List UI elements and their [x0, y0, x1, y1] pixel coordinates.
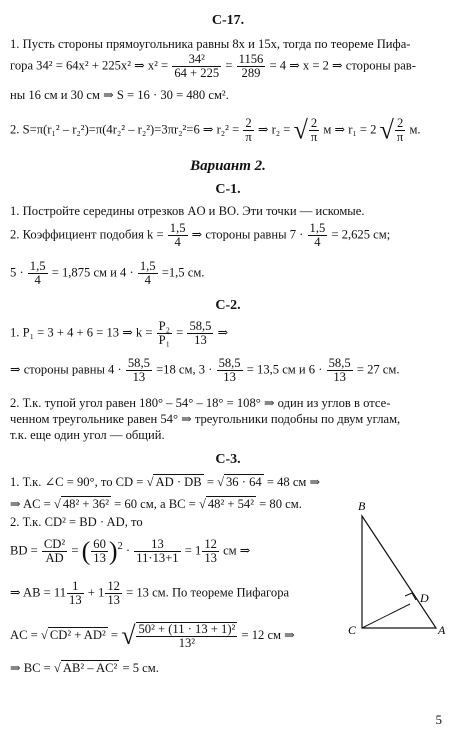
- c2-p2: ⇒ стороны равны 4 · $\frac{58,5}{13}$ =18 см, 3 · $\frac{58,5}{13}$ = 13,5 см и 6 · $\frac{58,5}{13}$ = 27 см.: [10, 356, 400, 384]
- vertex-b-label: B: [358, 499, 366, 513]
- triangle-abc: [362, 516, 436, 628]
- vertex-c-label: C: [348, 623, 357, 637]
- c3-line3: 2. Т.к. CD² = BD · AD, то: [10, 515, 143, 529]
- c2-p3-line1: 2. Т.к. тупой угол равен 180° – 54° – 18° = 108° ⇒ один из углов в отсе-: [10, 396, 391, 410]
- variant-heading: Вариант 2.: [190, 158, 266, 174]
- c17-p1-line2: гора 34² = 64x² + 225x² ⇒ x² = $\frac{\text{34²}}{64 + 225}$ = $\frac{1156}{289}$ = 4 ⇒ x = 2 ⇒ стороны рав-: [10, 52, 416, 80]
- section-title-c17: С-17.: [211, 13, 245, 28]
- vertex-a-label: A: [438, 623, 446, 637]
- c17-p1-line1: 1. Пусть стороны прямоугольника равны 8x и 15x, тогда по теореме Пифа-: [10, 37, 411, 51]
- c2-p3-line2: ченном треугольнике равен 54° ⇒ треугольники подобны по двум углам,: [10, 412, 401, 426]
- section-title-c2: С-2.: [215, 298, 241, 313]
- point-d-label: D: [420, 591, 429, 605]
- c3-line6: AC = √ CD² + AD² = √ $\frac{\text{50² + (11 · 13 + 1)²}}{\text{13²}}$ = 12 см ⇒: [10, 621, 295, 650]
- c1-p3: 5 · $\frac{1,5}{4}$ = 1,875 см и 4 · $\frac{1,5}{4}$ =1,5 см.: [10, 259, 205, 287]
- section-title-c3: С-3.: [215, 452, 241, 467]
- c3-line1: 1. Т.к. ∠C = 90°, то CD = √ AD · DB = √ 36 · 64 = 48 см ⇒: [10, 475, 321, 489]
- altitude-cd: [362, 604, 410, 628]
- c2-p3-line3: т.к. еще один угол — общий.: [10, 428, 165, 442]
- c2-p1: 1. P₁ = 3 + 4 + 6 = 13 ⇒ k = $\frac{\text{P₂}}{\text{P₁}}$ = $\frac{58,5}{13}$ ⇒: [10, 319, 229, 347]
- right-angle-mark: [405, 593, 416, 600]
- c3-line7: ⇒ BC = √ AB² – AC² = 5 см.: [10, 661, 159, 675]
- page-number: 5: [435, 712, 442, 727]
- c17-p1-line3: ны 16 см и 30 см ⇒ S = 16 · 30 = 480 см².: [10, 88, 229, 102]
- c1-p2: 2. Коэффициент подобия k = $\frac{1,5}{4}$ ⇒ стороны равны 7 · $\frac{1,5}{4}$ = 2,625 см;: [10, 221, 391, 249]
- c17-p2: 2. S=π(r₁² – r₂²)=π(4r₂² – r₂²)=3πr₂²=6 ⇒ r₂² = $\frac{2}{\pi}$ ⇒ r₂ = √ $\frac{2}{\pi}$ м ⇒ r₁ = 2 √ $\frac{2}{\pi}$ м.: [10, 115, 421, 145]
- triangle-figure: [340, 498, 450, 648]
- c3-line2: ⇒ AC = √ 48² + 36² = 60 см, а BC = √ 48² + 54² = 80 см.: [10, 497, 302, 511]
- c3-line4: BD = $\frac{\text{CD²}}{AD}$ = ( $\frac{60}{13}$ )$^2$ · $\frac{13}{11\cdot 13+1}$ = 1 $\frac{12}{13}$ см ⇒: [10, 536, 251, 566]
- c1-p1: 1. Постройте середины отрезков AO и BO. Эти точки — искомые.: [10, 204, 365, 218]
- section-title-c1: С-1.: [215, 182, 241, 197]
- c3-line5: ⇒ AB = 11 $\frac{1}{13}$ + 1 $\frac{12}{13}$ = 13 см. По теореме Пифагора: [10, 579, 290, 607]
